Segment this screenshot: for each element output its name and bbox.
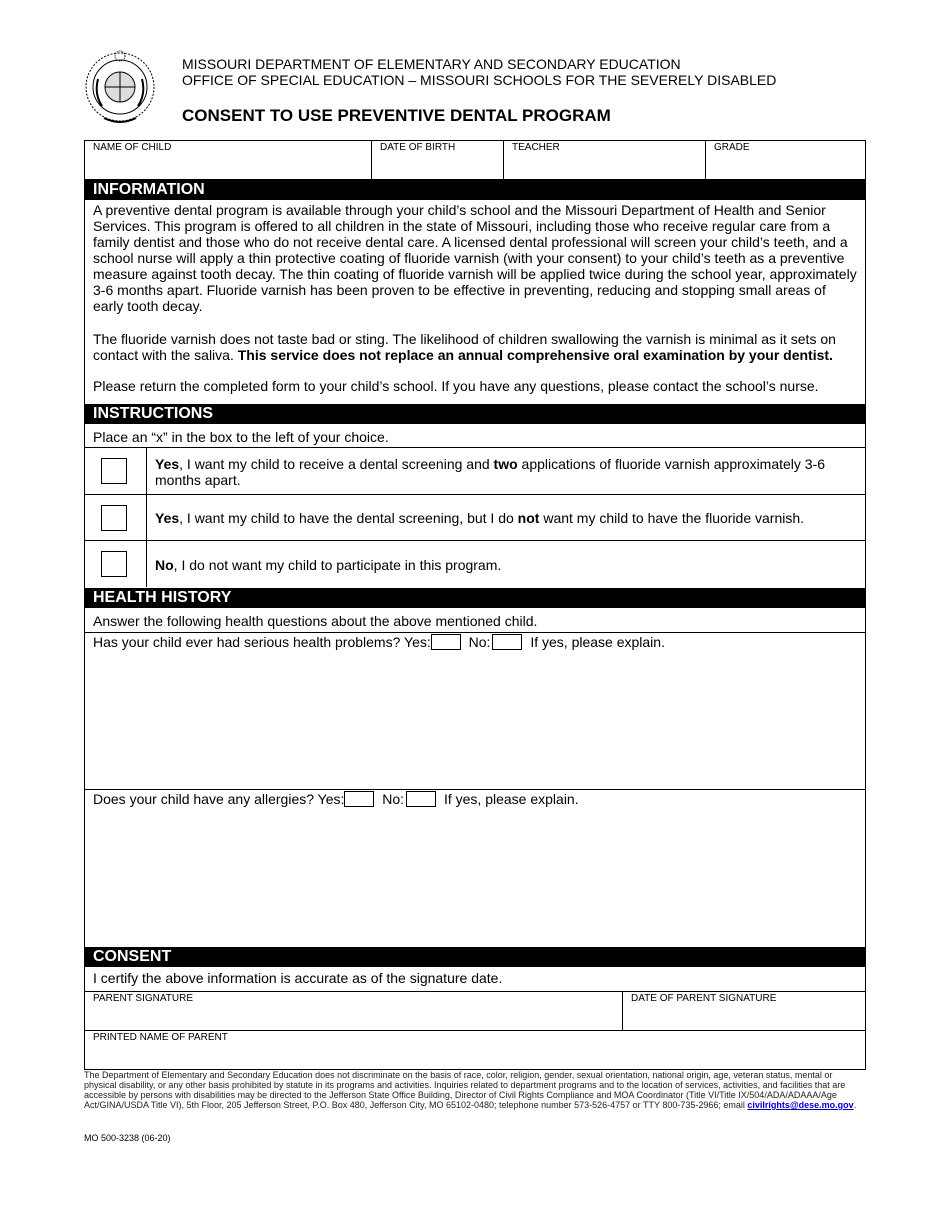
information-heading: INFORMATION [84, 180, 866, 200]
q2-no-label: No: [382, 791, 405, 807]
office-name: OFFICE OF SPECIAL EDUCATION – MISSOURI SCHOOLS FOR THE SEVERELY DISABLED [182, 72, 777, 88]
opt3-no: No [155, 557, 174, 573]
state-seal-icon [84, 44, 156, 130]
date-of-signature-field[interactable] [622, 991, 866, 1031]
teacher-field[interactable] [503, 140, 706, 180]
option-yes-screening-only-label [155, 510, 845, 526]
information-paragraph-3: Please return the completed form to your child’s school. If you have any questions, please contact the school’s nurse. [93, 378, 819, 394]
info-p2-text: The fluoride varnish does not taste bad or sting. The likelihood of children swallowing the varnish is minimal as it sets on contact with the saliva. [93, 331, 836, 363]
q1-yes-box[interactable] [431, 634, 461, 650]
printed-name-label: PRINTED NAME OF PARENT [93, 1032, 228, 1043]
opt2-not: not [517, 510, 540, 526]
printed-name-field[interactable] [84, 1030, 866, 1070]
opt1-yes: Yes [155, 456, 180, 472]
option-yes-both-label [155, 456, 845, 488]
option-no-checkbox[interactable] [101, 551, 127, 577]
nondiscrimination-notice [84, 1070, 864, 1110]
consent-heading: CONSENT [84, 947, 866, 967]
date-of-signature-label: DATE OF PARENT SIGNATURE [631, 993, 777, 1004]
opt2-yes: Yes [155, 510, 180, 526]
q2-no-box[interactable] [406, 791, 436, 807]
opt1-rest: applications of fluoride varnish approximately 3-6 months apart. [155, 456, 826, 488]
q1-no-box[interactable] [492, 634, 522, 650]
q1-no-label: No: [468, 634, 491, 650]
option-yes-both-checkbox[interactable] [101, 458, 127, 484]
q2-explain: If yes, please explain. [443, 791, 579, 807]
opt1-two: two [493, 456, 518, 472]
grade-label: GRADE [714, 142, 750, 153]
health-history-heading: HEALTH HISTORY [84, 588, 866, 608]
opt3-text: , I do not want my child to participate in this program. [173, 557, 502, 573]
civil-rights-email-link[interactable]: civilrights@dese.mo.gov [747, 1100, 854, 1110]
grade-field[interactable] [705, 140, 866, 180]
consent-text: I certify the above information is accurate as of the signature date. [93, 970, 503, 986]
opt2-rest: want my child to have the fluoride varnish. [539, 510, 805, 526]
instructions-text: Place an “x” in the box to the left of your choice. [93, 429, 389, 445]
option-no-label [155, 557, 845, 573]
form-number: MO 500-3238 (06-20) [84, 1133, 171, 1143]
name-of-child-label: NAME OF CHILD [93, 142, 172, 153]
q2-text: Does your child have any allergies? Yes: [93, 791, 345, 807]
health-history-text: Answer the following health questions about the above mentioned child. [93, 613, 538, 629]
opt2-text: , I want my child to have the dental screening, but I do [179, 510, 518, 526]
page-title: CONSENT TO USE PREVENTIVE DENTAL PROGRAM [182, 106, 611, 125]
health-problems-explanation-area[interactable] [93, 652, 853, 786]
date-of-birth-field[interactable] [371, 140, 504, 180]
date-of-birth-label: DATE OF BIRTH [380, 142, 456, 153]
information-paragraph-2 [93, 331, 859, 363]
opt1-text: , I want my child to receive a dental screening and [179, 456, 494, 472]
parent-signature-field[interactable] [84, 991, 623, 1031]
q1-text: Has your child ever had serious health problems? Yes: [93, 634, 431, 650]
info-p2-bold: This service does not replace an annual comprehensive oral examination by your dentist. [237, 347, 833, 363]
teacher-label: TEACHER [512, 142, 560, 153]
information-paragraph-1: A preventive dental program is available through your child’s school and the Missouri Department of Health and Senior Services. This program is offered to all children in the state of Missouri, including those who receive regular care from a family dentist and those who do not receive dental care. A licensed dental professional will screen your child’s teeth, and a school nurse will apply a thin protective coating of fluoride varnish (with your consent) to your child’s teeth as a preventive measure against tooth decay. The thin coating of fluoride varnish will be applied twice during the school year, approximately 3-6 months apart. Fluoride varnish has been proven to be effective in preventing, reducing and stopping small areas of early tooth decay. [93, 202, 857, 314]
question-health-problems [93, 634, 859, 650]
allergies-explanation-area[interactable] [93, 810, 853, 944]
parent-signature-label: PARENT SIGNATURE [93, 993, 194, 1004]
name-of-child-field[interactable] [84, 140, 372, 180]
q1-explain: If yes, please explain. [530, 634, 665, 650]
q2-yes-box[interactable] [344, 791, 374, 807]
option-yes-screening-only-checkbox[interactable] [101, 505, 127, 531]
department-name: MISSOURI DEPARTMENT OF ELEMENTARY AND SECONDARY EDUCATION [182, 56, 681, 72]
question-allergies [93, 791, 859, 807]
footer-text: The Department of Elementary and Secondary Education does not discriminate on the basis of race, color, religion, gender, sexual orientation, national origin, age, veteran status, mental or physical disability, or any other basis prohibited by statute in its programs and activities. Inquiries related to department programs and to the location of services, activities, and facilities that are accessible by persons with disabilities may be directed to the Jefferson State Office Building, Director of Civil Rights Compliance and MOA Coordinator (Title VI/Title IX/504/ADA/ADAAA/Age Act/GINA/USDA Title VI), 5th Floor, 205 Jefferson Street, P.O. Box 480, Jefferson City, MO 65102-0480; telephone number 573-526-4757 or TTY 800-735-2966; email [84, 1070, 846, 1110]
footer-end: . [853, 1100, 857, 1110]
instructions-heading: INSTRUCTIONS [84, 404, 866, 424]
